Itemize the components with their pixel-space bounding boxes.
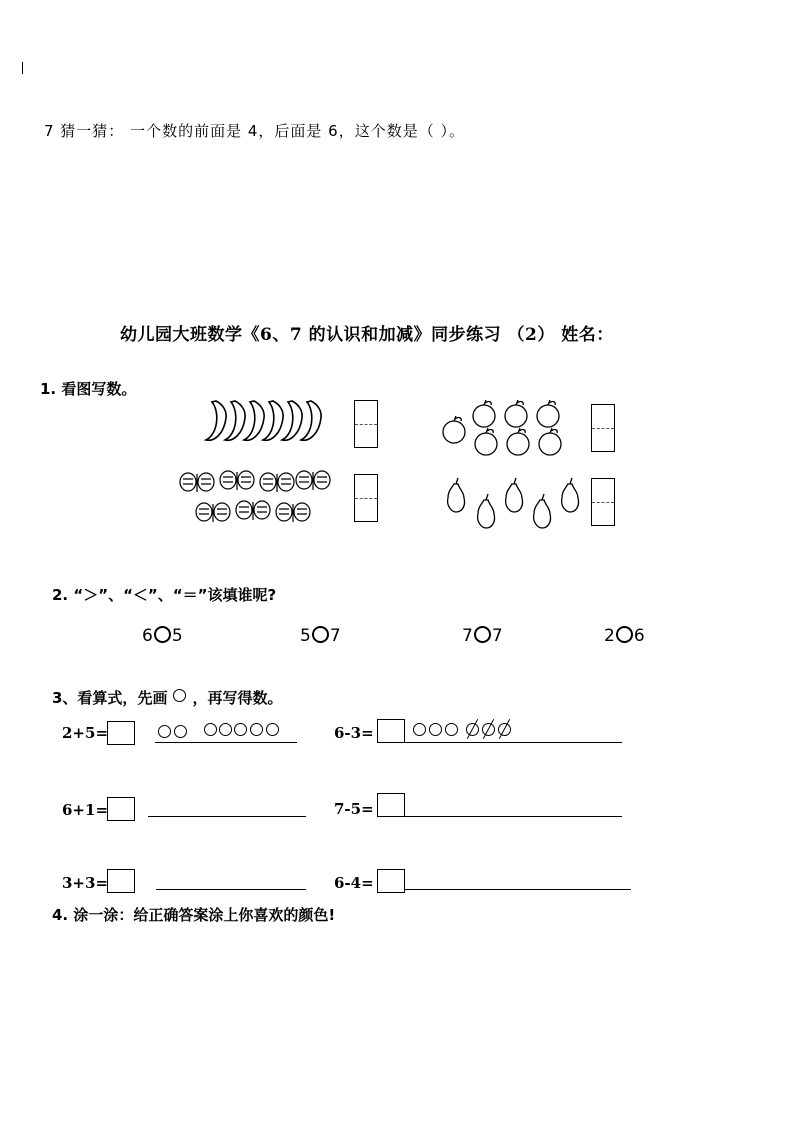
equation-label: 6-3=	[334, 724, 374, 742]
text-cursor	[22, 62, 23, 74]
comparison-left: 7	[462, 626, 473, 646]
apple-icon	[507, 428, 529, 455]
compare-circle[interactable]	[474, 626, 491, 643]
equation-answer-box[interactable]	[377, 719, 405, 743]
page-title: 幼儿园大班数学《6、7 的认识和加减》同步练习 （2） 姓名：	[120, 325, 614, 345]
section-4-heading: 4. 涂一涂：给正确答案涂上你喜欢的颜色!	[52, 906, 336, 924]
pear-icon	[448, 478, 465, 512]
comparison-1	[142, 626, 183, 646]
comparison-right: 7	[491, 626, 503, 646]
comparison-3	[462, 626, 503, 646]
apple-icon	[475, 428, 497, 455]
butterfly-icon	[276, 503, 310, 522]
drawn-circle-icon	[174, 725, 187, 738]
drawn-circle-icon	[429, 723, 442, 736]
answer-line[interactable]	[156, 889, 306, 890]
equation-answer-box[interactable]	[107, 721, 135, 745]
butterfly-icon	[260, 473, 294, 492]
drawn-circle-icon	[219, 723, 232, 736]
pears-picture	[440, 476, 590, 534]
answer-box-apples[interactable]	[591, 404, 615, 452]
drawn-circle-icon	[413, 723, 426, 736]
comparison-2	[300, 626, 341, 646]
compare-circle[interactable]	[154, 626, 171, 643]
butterfly-icon	[236, 501, 270, 520]
equation-label: 7-5=	[334, 800, 374, 818]
answer-line[interactable]	[148, 816, 306, 817]
drawn-circle-icon	[250, 723, 263, 736]
question-7: 7 猜一猜： 一个数的前面是 4，后面是 6，这个数是（ ）。	[44, 122, 465, 140]
comparison-left: 6	[142, 626, 153, 646]
drawn-circle-icon	[158, 725, 171, 738]
apple-icon	[473, 400, 495, 427]
equation-answer-box[interactable]	[107, 797, 135, 821]
apple-icon	[539, 428, 561, 455]
equation-answer-box[interactable]	[107, 869, 135, 893]
answer-box-butterflies[interactable]	[354, 474, 378, 522]
comparison-4	[604, 626, 645, 646]
butterflies-picture	[176, 466, 336, 530]
banana-icon	[263, 401, 283, 440]
pear-icon	[534, 494, 551, 528]
comparison-left: 2	[604, 626, 615, 646]
pear-icon	[506, 478, 523, 512]
compare-circle[interactable]	[616, 626, 633, 643]
apple-icon	[537, 400, 559, 427]
drawn-circle-icon	[204, 723, 217, 736]
circle-symbol-icon	[173, 689, 186, 702]
answer-box-bananas[interactable]	[354, 400, 378, 448]
apple-icon	[505, 400, 527, 427]
compare-circle[interactable]	[312, 626, 329, 643]
butterfly-icon	[220, 471, 254, 490]
bananas-picture	[200, 398, 330, 446]
butterfly-icon	[180, 473, 214, 492]
apples-picture	[438, 400, 568, 460]
equation-answer-box[interactable]	[377, 793, 405, 817]
answer-line[interactable]	[405, 889, 631, 890]
section-2-heading: 2. “＞”、“＜”、“＝”该填谁呢?	[52, 586, 277, 604]
section-3-heading	[52, 687, 282, 708]
section-3-prefix: 3、看算式，先画	[52, 689, 168, 707]
comparison-right: 5	[171, 626, 183, 646]
equation-label: 2+5=	[62, 724, 109, 742]
comparison-left: 5	[300, 626, 311, 646]
banana-icon	[206, 401, 226, 440]
pear-icon	[478, 494, 495, 528]
banana-icon	[301, 401, 321, 440]
answer-line[interactable]	[405, 816, 622, 817]
section-1-heading: 1. 看图写数。	[40, 380, 137, 398]
apple-icon	[443, 416, 465, 443]
banana-icon	[225, 401, 245, 440]
butterfly-icon	[296, 471, 330, 490]
equation-label: 3+3=	[62, 874, 109, 892]
equation-answer-box[interactable]	[377, 869, 405, 893]
answer-line[interactable]	[155, 742, 297, 743]
drawn-circle-icon	[445, 723, 458, 736]
drawn-circle-icon	[234, 723, 247, 736]
butterfly-icon	[196, 503, 230, 522]
equation-label: 6+1=	[62, 801, 109, 819]
equation-label: 6-4=	[334, 874, 374, 892]
drawn-circle-icon	[266, 723, 279, 736]
pear-icon	[562, 478, 579, 512]
comparison-right: 7	[329, 626, 341, 646]
answer-line[interactable]	[405, 742, 622, 743]
comparison-right: 6	[633, 626, 645, 646]
banana-icon	[244, 401, 264, 440]
banana-icon	[282, 401, 302, 440]
answer-box-pears[interactable]	[591, 478, 615, 526]
section-3-suffix: ，再写得数。	[192, 689, 283, 707]
